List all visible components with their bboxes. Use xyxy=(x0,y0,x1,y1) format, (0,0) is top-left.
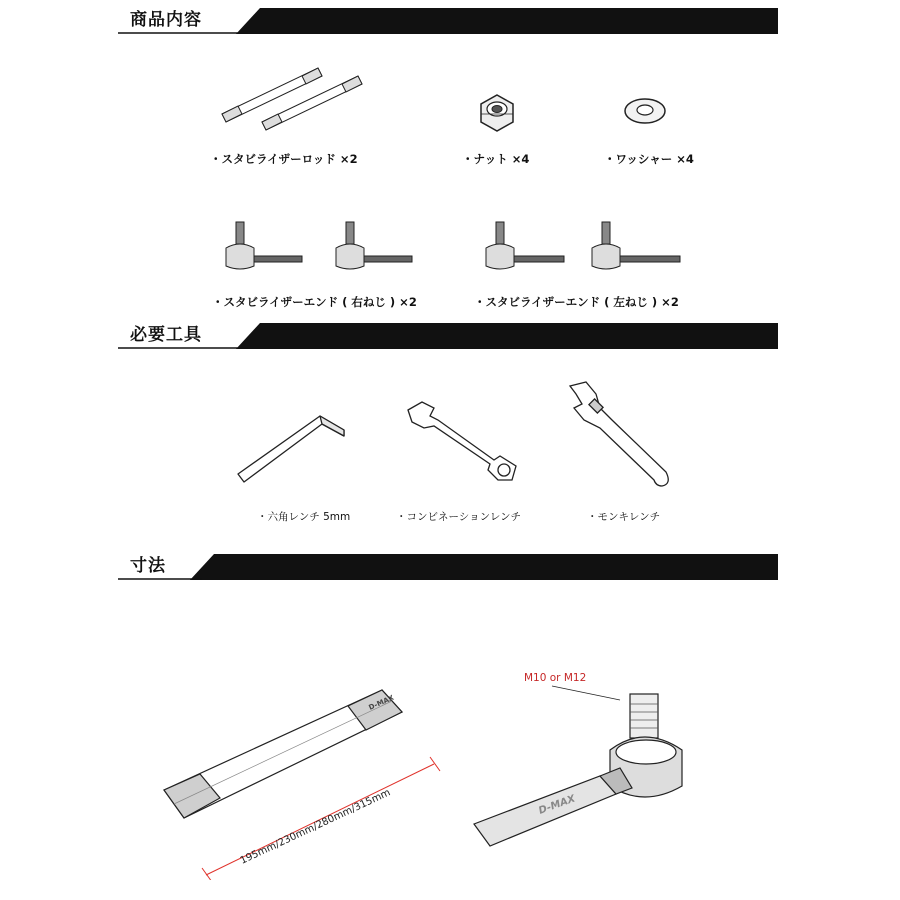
section-title-tools: 必要工具 xyxy=(130,325,202,345)
header-bar-icon xyxy=(118,8,778,34)
section-header-dimensions xyxy=(118,554,778,580)
label-rod-end-left: ・スタビライザーエンド ( 左ねじ ) ×2 xyxy=(474,295,679,309)
rod-end-dimension-drawing xyxy=(470,664,710,864)
rod-end-brand-mark: D-MAX xyxy=(537,793,577,817)
combination-wrench-icon xyxy=(404,398,524,484)
label-hex-key: ・六角レンチ 5mm xyxy=(257,511,351,523)
adjustable-wrench-icon xyxy=(560,380,680,492)
label-nut: ・ナット ×4 xyxy=(462,152,530,166)
washer-icon xyxy=(622,96,668,126)
section-header-tools xyxy=(118,323,778,349)
label-stabilizer-rod: ・スタビライザーロッド ×2 xyxy=(210,152,358,166)
rod-length-label: 195mm/230mm/280mm/315mm xyxy=(238,787,393,867)
stabilizer-rod-icon xyxy=(218,62,368,132)
section-header-contents xyxy=(118,8,778,34)
label-combination-wrench: ・コンビネーションレンチ xyxy=(396,511,522,523)
hex-key-icon xyxy=(234,410,350,486)
rod-end-right-icon xyxy=(220,218,420,276)
header-bar-icon xyxy=(118,554,778,580)
thread-size-label: M10 or M12 xyxy=(524,672,587,684)
rod-dimension-drawing xyxy=(150,670,450,880)
label-adjustable-wrench: ・モンキレンチ xyxy=(587,511,661,523)
section-title-contents: 商品内容 xyxy=(130,10,202,30)
section-title-dimensions: 寸法 xyxy=(130,556,166,576)
header-bar-icon xyxy=(118,323,778,349)
label-washer: ・ワッシャー ×4 xyxy=(604,152,694,166)
label-rod-end-right: ・スタビライザーエンド ( 右ねじ ) ×2 xyxy=(212,295,417,309)
rod-brand-mark: D-MAX xyxy=(367,693,396,712)
rod-end-left-icon xyxy=(480,218,690,276)
nut-icon xyxy=(476,92,518,134)
